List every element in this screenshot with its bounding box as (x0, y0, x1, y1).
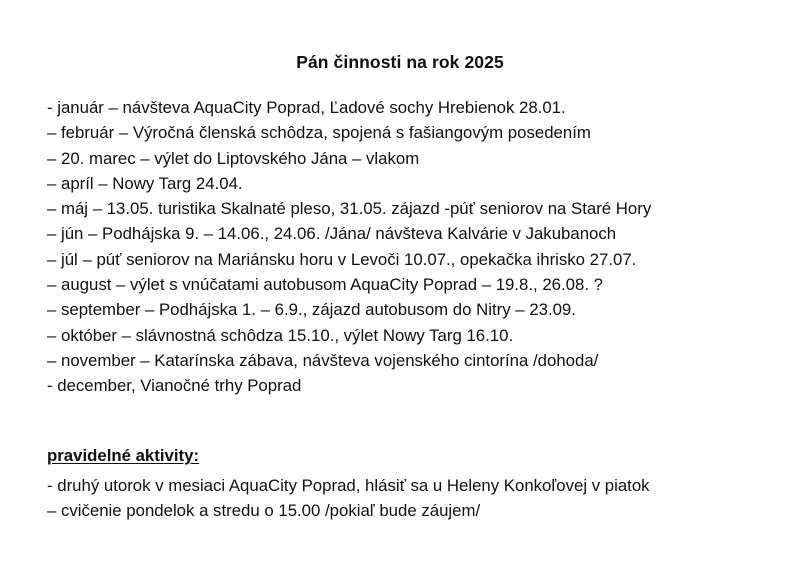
activity-item: - druhý utorok v mesiaci AquaCity Poprad, hlásiť sa u Heleny Konkoľovej v piatok (47, 476, 650, 495)
plan-item-march: – 20. marec – výlet do Liptovského Jána – vlakom (47, 148, 420, 168)
plan-item-january: - január – návšteva AquaCity Poprad, Ľadové sochy Hrebienok 28.01. (47, 98, 566, 117)
document-title: Pán činnosti na rok 2025 (296, 52, 504, 72)
plan-item-july: – júl – púť seniorov na Mariánsku horu v Levoči 10.07., opekačka ihrisko 27.07. (47, 249, 637, 269)
plan-item-september: – september – Podhájska 1. – 6.9., zájazd autobusom do Nitry – 23.09. (47, 300, 576, 320)
activity-item: – cvičenie pondelok a stredu o 15.00 /pokiaľ bude záujem/ (47, 501, 481, 521)
plan-item-may: – máj – 13.05. turistika Skalnaté pleso, 31.05. zájazd -púť seniorov na Staré Hory (47, 199, 652, 219)
plan-list (47, 95, 651, 399)
plan-item-june: – jún – Podhájska 9. – 14.06., 24.06. /Jána/ návšteva Kalvárie v Jakubanoch (47, 224, 617, 244)
plan-item-february: – február – Výročná členská schôdza, spojená s fašiangovým posedením (47, 123, 591, 143)
activities-list (47, 473, 650, 524)
plan-item-november: – november – Katarínska zábava, návšteva vojenského cintorína /dohoda/ (47, 350, 599, 370)
plan-item-december: - december, Vianočné trhy Poprad (47, 376, 302, 396)
plan-item-august: – august – výlet s vnúčatami autobusom AquaCity Poprad – 19.8., 26.08. ? (47, 275, 603, 295)
activities-heading: pravidelné aktivity: (47, 446, 200, 465)
plan-item-october: – október – slávnostná schôdza 15.10., výlet Nowy Targ 16.10. (47, 325, 514, 345)
plan-item-april: – apríl – Nowy Targ 24.04. (47, 173, 243, 193)
